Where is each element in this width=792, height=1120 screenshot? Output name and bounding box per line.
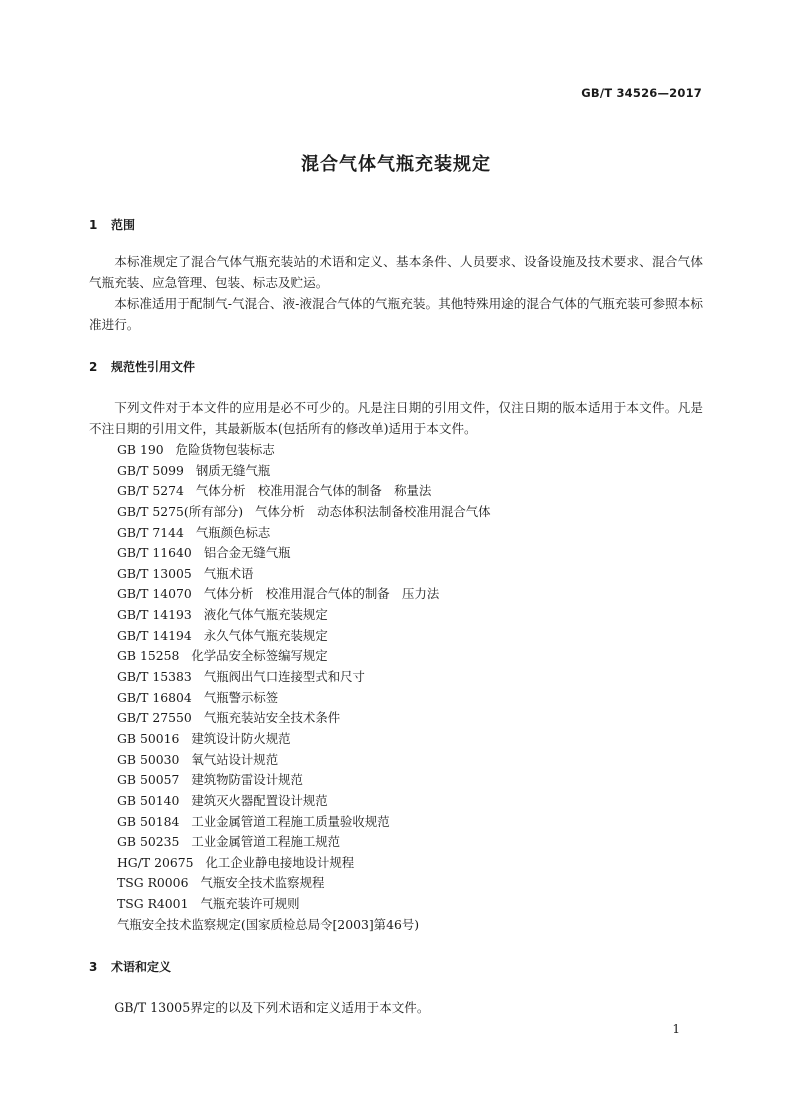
standard-code: GB/T 34526—2017	[581, 86, 702, 100]
reference-item	[117, 708, 697, 729]
reference-title: 气瓶阀出气口连接型式和尺寸	[203, 669, 365, 685]
reference-title: 液化气体气瓶充装规定	[203, 607, 328, 623]
section-1-paragraph-2: 本标准适用于配制气-气混合、液-液混合气体的气瓶充装。其他特殊用途的混合气体的气瓶充装可参照本标准进行。	[89, 296, 703, 332]
reference-item	[117, 502, 697, 523]
reference-title: 气体分析 动态体积法制备校准用混合气体	[255, 503, 491, 519]
reference-title: 气瓶充装许可规则	[200, 896, 300, 912]
reference-item	[117, 440, 697, 461]
section-2-heading	[89, 358, 195, 375]
reference-code: GB 50184	[117, 813, 180, 829]
reference-code: GB 50016	[117, 730, 180, 746]
reference-code: GB 15258	[117, 648, 180, 664]
reference-code: GB/T 14193	[117, 607, 192, 623]
reference-title: 气体分析 校准用混合气体的制备 压力法	[203, 586, 440, 602]
reference-code: GB/T 14194	[117, 627, 192, 643]
reference-item	[117, 832, 697, 853]
reference-code: GB 50057	[117, 772, 180, 788]
reference-item	[117, 667, 697, 688]
reference-item	[117, 605, 697, 626]
reference-title: 工业金属管道工程施工规范	[191, 834, 341, 850]
reference-item	[117, 564, 697, 585]
reference-item	[117, 750, 697, 771]
reference-code: GB/T 5275(所有部分)	[117, 503, 244, 519]
document-title: 混合气体气瓶充装规定	[301, 154, 491, 175]
normative-reference-list	[117, 440, 697, 935]
reference-item	[117, 915, 697, 936]
reference-title: 气瓶安全技术监察规程	[200, 875, 325, 891]
reference-title: 氧气站设计规范	[191, 751, 279, 767]
reference-code: GB 50235	[117, 834, 180, 850]
reference-code: GB/T 5099	[117, 462, 184, 478]
reference-code: GB 50030	[117, 751, 180, 767]
reference-code: GB 50140	[117, 792, 180, 808]
reference-title: 钢质无缝气瓶	[195, 462, 271, 478]
reference-item	[117, 853, 697, 874]
reference-title: 气瓶警示标签	[203, 689, 279, 705]
reference-code: GB/T 27550	[117, 710, 192, 726]
reference-item	[117, 481, 697, 502]
section-2-paragraph-1: 下列文件对于本文件的应用是必不可少的。凡是注日期的引用文件，仅注日期的版本适用于本文件。凡是不注日期的引用文件，其最新版本(包括所有的修改单)适用于本文件。	[89, 400, 703, 436]
reference-item	[117, 729, 697, 750]
section-1-heading	[89, 216, 135, 233]
reference-code: HG/T 20675	[117, 854, 194, 870]
reference-title: 气瓶术语	[203, 565, 254, 581]
reference-code: GB/T 11640	[117, 545, 192, 561]
reference-title: 气瓶颜色标志	[195, 524, 271, 540]
reference-title: 建筑灭火器配置设计规范	[191, 792, 328, 808]
reference-title: 危险货物包装标志	[175, 442, 275, 457]
reference-title: 铝合金无缝气瓶	[203, 545, 291, 561]
section-3-heading	[89, 958, 171, 975]
reference-title: 建筑物防雷设计规范	[191, 772, 303, 788]
reference-code: GB/T 15383	[117, 669, 192, 685]
reference-title: 气瓶充装站安全技术条件	[203, 710, 341, 726]
reference-item	[117, 523, 697, 544]
reference-code: TSG R0006	[117, 875, 189, 891]
section-title: 范围	[111, 218, 136, 232]
section-number: 3	[89, 960, 98, 974]
reference-item	[117, 812, 697, 833]
reference-item	[117, 543, 697, 564]
reference-title: 气瓶安全技术监察规定(国家质检总局令[2003]第46号)	[117, 916, 420, 932]
page-number: 1	[672, 1022, 680, 1036]
section-3-paragraph-1: GB/T 13005界定的以及下列术语和定义适用于本文件。	[114, 1000, 430, 1015]
reference-code: GB/T 16804	[117, 689, 192, 705]
reference-item	[117, 791, 697, 812]
reference-code: GB/T 13005	[117, 565, 192, 581]
reference-title: 化工企业静电接地设计规程	[205, 854, 355, 870]
reference-title: 建筑设计防火规范	[191, 730, 291, 746]
reference-item	[117, 584, 697, 605]
section-number: 1	[89, 218, 98, 232]
reference-title: 工业金属管道工程施工质量验收规范	[191, 813, 390, 829]
reference-item	[117, 770, 697, 791]
reference-item	[117, 894, 697, 915]
section-number: 2	[89, 360, 98, 374]
section-1-paragraph-1: 本标准规定了混合气体气瓶充装站的术语和定义、基本条件、人员要求、设备设施及技术要求、混合气体气瓶充装、应急管理、包装、标志及贮运。	[89, 254, 703, 290]
reference-title: 永久气体气瓶充装规定	[203, 627, 328, 643]
reference-title: 气体分析 校准用混合气体的制备 称量法	[195, 483, 432, 499]
reference-code: TSG R4001	[117, 896, 189, 912]
reference-code: GB/T 7144	[117, 524, 184, 540]
reference-item	[117, 626, 697, 647]
reference-item	[117, 688, 697, 709]
reference-title: 化学品安全标签编写规定	[191, 648, 328, 664]
reference-item	[117, 461, 697, 482]
section-title: 规范性引用文件	[111, 360, 196, 374]
reference-item	[117, 873, 697, 894]
reference-code: GB/T 5274	[117, 483, 184, 499]
reference-item	[117, 646, 697, 667]
reference-code: GB/T 14070	[117, 586, 192, 602]
reference-code: GB 190	[117, 442, 164, 457]
section-title: 术语和定义	[111, 960, 172, 974]
